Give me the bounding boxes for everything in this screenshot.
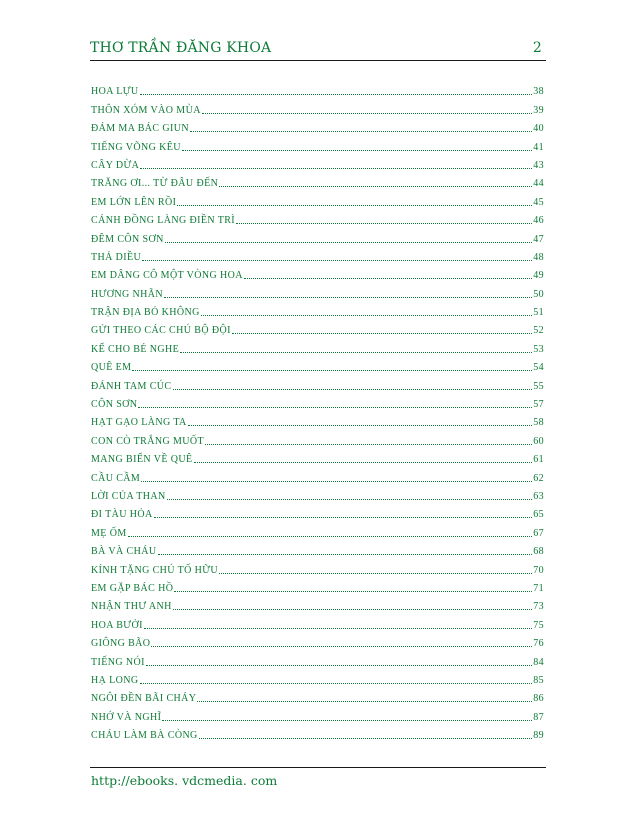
- toc-entry[interactable]: [91, 465, 544, 483]
- toc-dot-leader: [140, 683, 533, 684]
- toc-entry-title: TIẾNG VÕNG KÊU: [91, 141, 181, 153]
- toc-entry-title: GIÔNG BÃO: [91, 638, 151, 650]
- toc-entry-page-number: 44: [533, 178, 544, 190]
- toc-dot-leader: [244, 278, 532, 279]
- toc-entry-title: ĐÁM MA BÁC GIUN: [91, 123, 189, 135]
- toc-entry-page-number: 54: [533, 362, 544, 374]
- table-of-contents: [91, 79, 544, 741]
- toc-entry[interactable]: [91, 612, 544, 630]
- toc-entry-page-number: 75: [533, 619, 544, 631]
- page-header: [90, 36, 546, 60]
- toc-entry-page-number: 68: [533, 546, 544, 558]
- toc-dot-leader: [132, 370, 532, 371]
- toc-entry-page-number: 67: [533, 527, 544, 539]
- toc-entry-page-number: 38: [533, 86, 544, 98]
- toc-entry-page-number: 57: [533, 399, 544, 411]
- toc-entry[interactable]: [91, 300, 544, 318]
- toc-entry-page-number: 62: [533, 472, 544, 484]
- toc-entry-title: HẠ LONG: [91, 674, 139, 686]
- toc-entry[interactable]: [91, 373, 544, 391]
- toc-entry-title: QUÊ EM: [91, 362, 132, 374]
- toc-entry-title: NHỚ VÀ NGHĨ: [91, 711, 162, 723]
- toc-dot-leader: [188, 425, 533, 426]
- toc-entry-title: NHẬN THƯ ANH: [91, 601, 172, 613]
- footer-divider: [90, 767, 546, 768]
- toc-entry-title: HƯƠNG NHÃN: [91, 288, 164, 300]
- toc-dot-leader: [151, 646, 532, 647]
- toc-dot-leader: [146, 665, 532, 666]
- toc-entry-page-number: 46: [533, 215, 544, 227]
- toc-dot-leader: [154, 517, 533, 518]
- toc-entry-title: CON CÒ TRẮNG MUỐT: [91, 435, 205, 447]
- header-page-number: 2: [532, 40, 542, 56]
- toc-dot-leader: [201, 315, 532, 316]
- toc-dot-leader: [190, 131, 532, 132]
- toc-entry[interactable]: [91, 631, 544, 649]
- toc-dot-leader: [232, 333, 532, 334]
- toc-dot-leader: [197, 701, 532, 702]
- toc-entry-title: GỬI THEO CÁC CHÚ BỘ ĐỘI: [91, 325, 231, 337]
- toc-dot-leader: [219, 573, 532, 574]
- toc-dot-leader: [173, 389, 533, 390]
- toc-entry[interactable]: [91, 428, 544, 446]
- toc-dot-leader: [128, 536, 533, 537]
- header-title: THƠ TRẦN ĐĂNG KHOA: [90, 40, 272, 56]
- toc-dot-leader: [182, 150, 532, 151]
- toc-entry[interactable]: [91, 263, 544, 281]
- toc-entry-page-number: 52: [533, 325, 544, 337]
- toc-dot-leader: [165, 242, 532, 243]
- toc-entry[interactable]: [91, 539, 544, 557]
- toc-entry-title: ĐÊM CÔN SƠN: [91, 233, 164, 245]
- toc-entry-page-number: 89: [533, 730, 544, 742]
- toc-entry[interactable]: [91, 116, 544, 134]
- toc-entry-page-number: 86: [533, 693, 544, 705]
- toc-entry-title: MANG BIỂN VỀ QUÊ: [91, 454, 193, 466]
- toc-dot-leader: [140, 168, 532, 169]
- toc-entry-page-number: 85: [533, 674, 544, 686]
- toc-entry-page-number: 65: [533, 509, 544, 521]
- toc-dot-leader: [162, 720, 532, 721]
- toc-dot-leader: [177, 205, 532, 206]
- toc-entry-page-number: 49: [533, 270, 544, 282]
- toc-entry-page-number: 84: [533, 656, 544, 668]
- toc-entry[interactable]: [91, 79, 544, 97]
- toc-entry-page-number: 39: [533, 104, 544, 116]
- toc-entry[interactable]: [91, 502, 544, 520]
- toc-dot-leader: [219, 186, 532, 187]
- toc-entry-title: TRẬN ĐỊA BỎ KHÔNG: [91, 307, 200, 319]
- toc-entry-page-number: 43: [533, 159, 544, 171]
- toc-entry-title: LỜI CỦA THAN: [91, 490, 166, 502]
- toc-entry-page-number: 40: [533, 123, 544, 135]
- toc-entry-title: EM DÂNG CÔ MỘT VÒNG HOA: [91, 270, 243, 282]
- toc-entry-title: KÍNH TẶNG CHÚ TỐ HỮU: [91, 564, 219, 576]
- toc-entry[interactable]: [91, 134, 544, 152]
- toc-entry-title: ĐÁNH TAM CÚC: [91, 380, 172, 392]
- toc-dot-leader: [167, 499, 533, 500]
- toc-entry-page-number: 58: [533, 417, 544, 429]
- toc-entry-title: TRĂNG ƠI... TỪ ĐÂU ĐẾN: [91, 178, 219, 190]
- toc-entry-page-number: 76: [533, 638, 544, 650]
- toc-dot-leader: [199, 738, 533, 739]
- footer-website-link[interactable]: http://ebooks. vdcmedia. com: [91, 773, 278, 788]
- toc-entry-page-number: 71: [533, 582, 544, 594]
- toc-entry[interactable]: [91, 392, 544, 410]
- toc-entry[interactable]: [91, 189, 544, 207]
- toc-entry[interactable]: [91, 153, 544, 171]
- header-divider: [90, 60, 546, 61]
- toc-entry-title: ĐI TÀU HỎA: [91, 509, 153, 521]
- toc-entry-page-number: 51: [533, 307, 544, 319]
- toc-dot-leader: [142, 260, 532, 261]
- toc-dot-leader: [174, 591, 532, 592]
- toc-entry-page-number: 70: [533, 564, 544, 576]
- toc-entry[interactable]: [91, 336, 544, 354]
- toc-entry-title: MẸ ỐM: [91, 527, 127, 539]
- toc-entry[interactable]: [91, 97, 544, 115]
- toc-entry[interactable]: [91, 576, 544, 594]
- toc-entry[interactable]: [91, 594, 544, 612]
- toc-entry[interactable]: [91, 686, 544, 704]
- toc-entry-page-number: 87: [533, 711, 544, 723]
- toc-entry[interactable]: [91, 447, 544, 465]
- toc-entry-page-number: 55: [533, 380, 544, 392]
- toc-entry-title: THÔN XÓM VÀO MÙA: [91, 104, 201, 116]
- toc-entry-page-number: 53: [533, 343, 544, 355]
- toc-entry[interactable]: [91, 484, 544, 502]
- toc-dot-leader: [180, 352, 532, 353]
- toc-entry-page-number: 45: [533, 196, 544, 208]
- toc-entry-title: THẢ DIỀU: [91, 251, 142, 263]
- toc-entry[interactable]: [91, 318, 544, 336]
- toc-dot-leader: [173, 609, 532, 610]
- toc-entry-page-number: 63: [533, 490, 544, 502]
- toc-entry[interactable]: [91, 649, 544, 667]
- toc-entry-title: CHÁU LÀM BÀ CÒNG: [91, 730, 198, 742]
- toc-entry[interactable]: [91, 171, 544, 189]
- toc-entry[interactable]: [91, 208, 544, 226]
- toc-entry-title: NGÔI ĐỀN BÃI CHÁY: [91, 693, 197, 705]
- toc-dot-leader: [144, 628, 532, 629]
- toc-dot-leader: [158, 554, 533, 555]
- toc-entry-title: HOA LỰU: [91, 86, 139, 98]
- toc-dot-leader: [205, 444, 532, 445]
- toc-entry-page-number: 73: [533, 601, 544, 613]
- toc-entry-title: HOA BƯỞI: [91, 619, 143, 631]
- toc-entry[interactable]: [91, 520, 544, 538]
- toc-entry[interactable]: [91, 557, 544, 575]
- toc-entry-title: CÂY DỪA: [91, 159, 140, 171]
- toc-dot-leader: [236, 223, 532, 224]
- toc-entry-page-number: 60: [533, 435, 544, 447]
- toc-entry[interactable]: [91, 355, 544, 373]
- toc-entry-title: HẠT GẠO LÀNG TA: [91, 417, 187, 429]
- toc-entry-title: TIẾNG NÓI: [91, 656, 145, 668]
- toc-entry[interactable]: [91, 668, 544, 686]
- toc-entry[interactable]: [91, 723, 544, 741]
- toc-entry-page-number: 50: [533, 288, 544, 300]
- toc-entry-title: CẦU CẦM: [91, 472, 141, 484]
- toc-entry[interactable]: [91, 245, 544, 263]
- toc-entry-page-number: 61: [533, 454, 544, 466]
- toc-dot-leader: [140, 94, 533, 95]
- toc-entry[interactable]: [91, 704, 544, 722]
- toc-entry-title: KỂ CHO BÉ NGHE: [91, 343, 180, 355]
- toc-entry[interactable]: [91, 281, 544, 299]
- toc-entry-page-number: 48: [533, 251, 544, 263]
- toc-entry-page-number: 41: [533, 141, 544, 153]
- toc-dot-leader: [202, 113, 532, 114]
- toc-dot-leader: [164, 297, 532, 298]
- toc-entry[interactable]: [91, 410, 544, 428]
- toc-entry-title: CÁNH ĐỒNG LÀNG ĐIỀN TRÌ: [91, 215, 236, 227]
- toc-entry-page-number: 47: [533, 233, 544, 245]
- toc-dot-leader: [194, 462, 533, 463]
- toc-dot-leader: [141, 481, 532, 482]
- toc-entry-title: EM GẶP BÁC HỒ: [91, 582, 174, 594]
- toc-dot-leader: [138, 407, 532, 408]
- toc-entry-title: EM LỚN LÊN RỒI: [91, 196, 177, 208]
- toc-entry-title: BÀ VÀ CHÁU: [91, 546, 157, 558]
- toc-entry-title: CÔN SƠN: [91, 399, 138, 411]
- toc-entry[interactable]: [91, 226, 544, 244]
